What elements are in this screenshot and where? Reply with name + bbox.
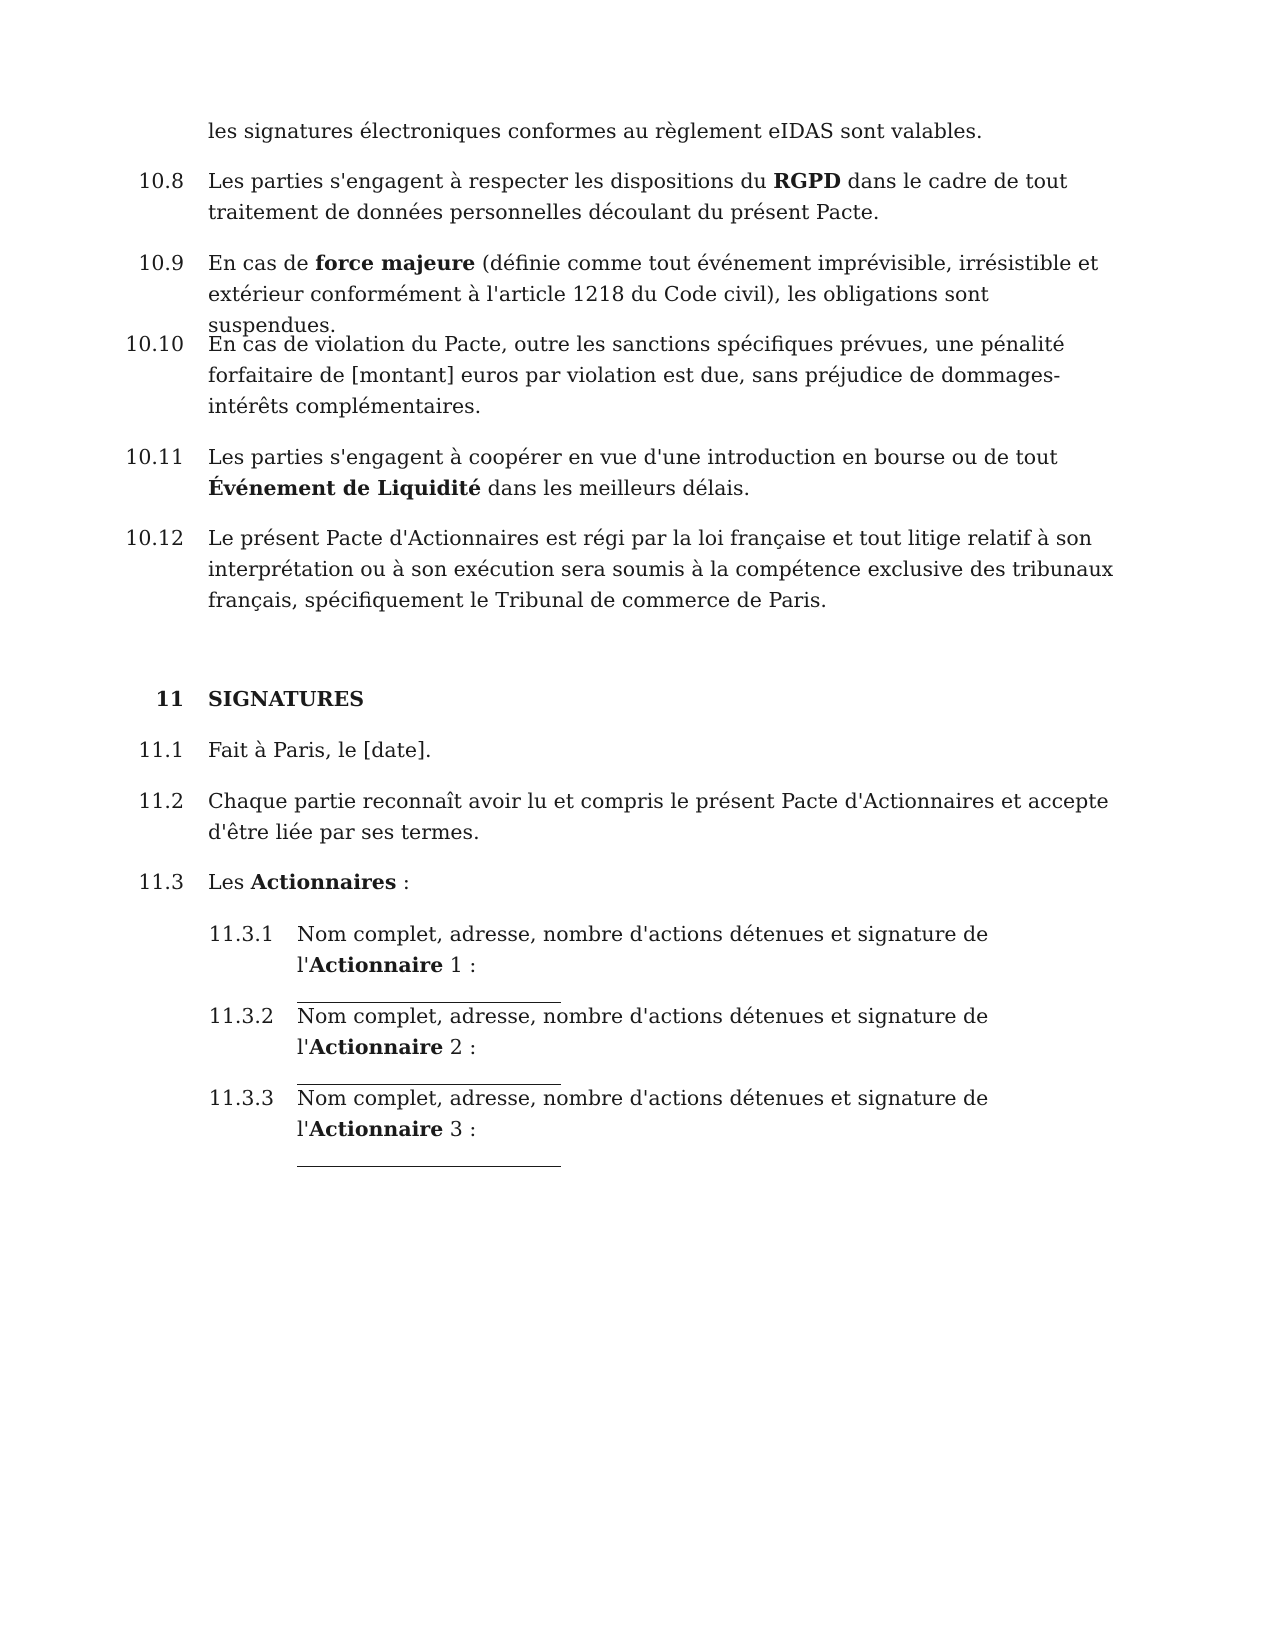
paragraph-text: Le présent Pacte d'Actionnaires est régi par la loi française et tout litige relatif à son interprétation ou à son exécution sera soumis à la compétence exclusive des tribunaux français, spécifiquement le Tribunal de commerce de Paris. [208,526,1114,612]
text-run: 3 : [443,1117,477,1141]
paragraph-text: Fait à Paris, le [date]. [208,738,432,762]
text-run: Les [208,870,251,894]
bold-term: Actionnaire [309,1035,444,1059]
section-title: SIGNATURES [208,687,365,711]
bold-term: RGPD [773,169,841,193]
bold-term: Événement de Liquidité [208,476,482,500]
paragraph-number: 11.3.1 [208,922,274,946]
paragraph-text: les signatures électroniques conformes au règlement eIDAS sont valables. [208,119,983,143]
signature-line[interactable] [297,1166,561,1167]
paragraph-number: 10.8 [138,169,184,193]
paragraph-number: 11.3 [138,870,184,894]
paragraph-number: 11.2 [138,789,184,813]
text-run: (définie comme tout événement imprévisible, irrésistible et extérieur conformément à l'article 1218 du Code civil), les obligations sont suspendues. [208,251,1099,337]
paragraph-number: 11.3.2 [208,1004,274,1028]
paragraph-number: 10.11 [125,445,184,469]
bold-term: Actionnaire [309,1117,444,1141]
paragraph-text: En cas de violation du Pacte, outre les sanctions spécifiques prévues, une pénalité forfaitaire de [montant] euros par violation est due, sans préjudice de dommages-intérêts complémentaires. [208,332,1065,418]
text-run: En cas de [208,251,316,275]
text-run: dans le cadre de tout traitement de données personnelles découlant du présent Pacte. [208,169,1068,224]
bold-term: Actionnaire [309,953,444,977]
text-run: Les parties s'engagent à coopérer en vue d'une introduction en bourse ou de tout [208,445,1058,469]
paragraph-text [208,442,1118,504]
text-run: Nom complet, adresse, nombre d'actions détenues et signature de l' [297,1086,989,1141]
paragraph-text [297,1001,1117,1085]
text-run: Nom complet, adresse, nombre d'actions détenues et signature de l' [297,922,989,977]
paragraph-text [208,248,1118,341]
paragraph-text [297,919,1117,1003]
paragraph-text: Chaque partie reconnaît avoir lu et compris le présent Pacte d'Actionnaires et accepte d'être liée par ses termes. [208,789,1109,844]
paragraph-number: 11.1 [138,738,184,762]
text-run: 1 : [443,953,477,977]
paragraph-text [297,1083,1117,1167]
section-number: 11 [155,687,184,711]
paragraph-text [208,867,1118,898]
text-run: Nom complet, adresse, nombre d'actions détenues et signature de l' [297,1004,989,1059]
bold-term: force majeure [315,251,476,275]
text-run: 2 : [443,1035,477,1059]
text-run: dans les meilleurs délais. [481,476,751,500]
paragraph-number: 10.9 [138,251,184,275]
paragraph-number: 11.3.3 [208,1086,274,1110]
paragraph-number: 10.12 [125,526,184,550]
bold-term: Actionnaires [250,870,397,894]
paragraph-text [208,166,1118,228]
text-run: : [396,870,410,894]
paragraph-number: 10.10 [125,332,184,356]
text-run: Les parties s'engagent à respecter les dispositions du [208,169,774,193]
